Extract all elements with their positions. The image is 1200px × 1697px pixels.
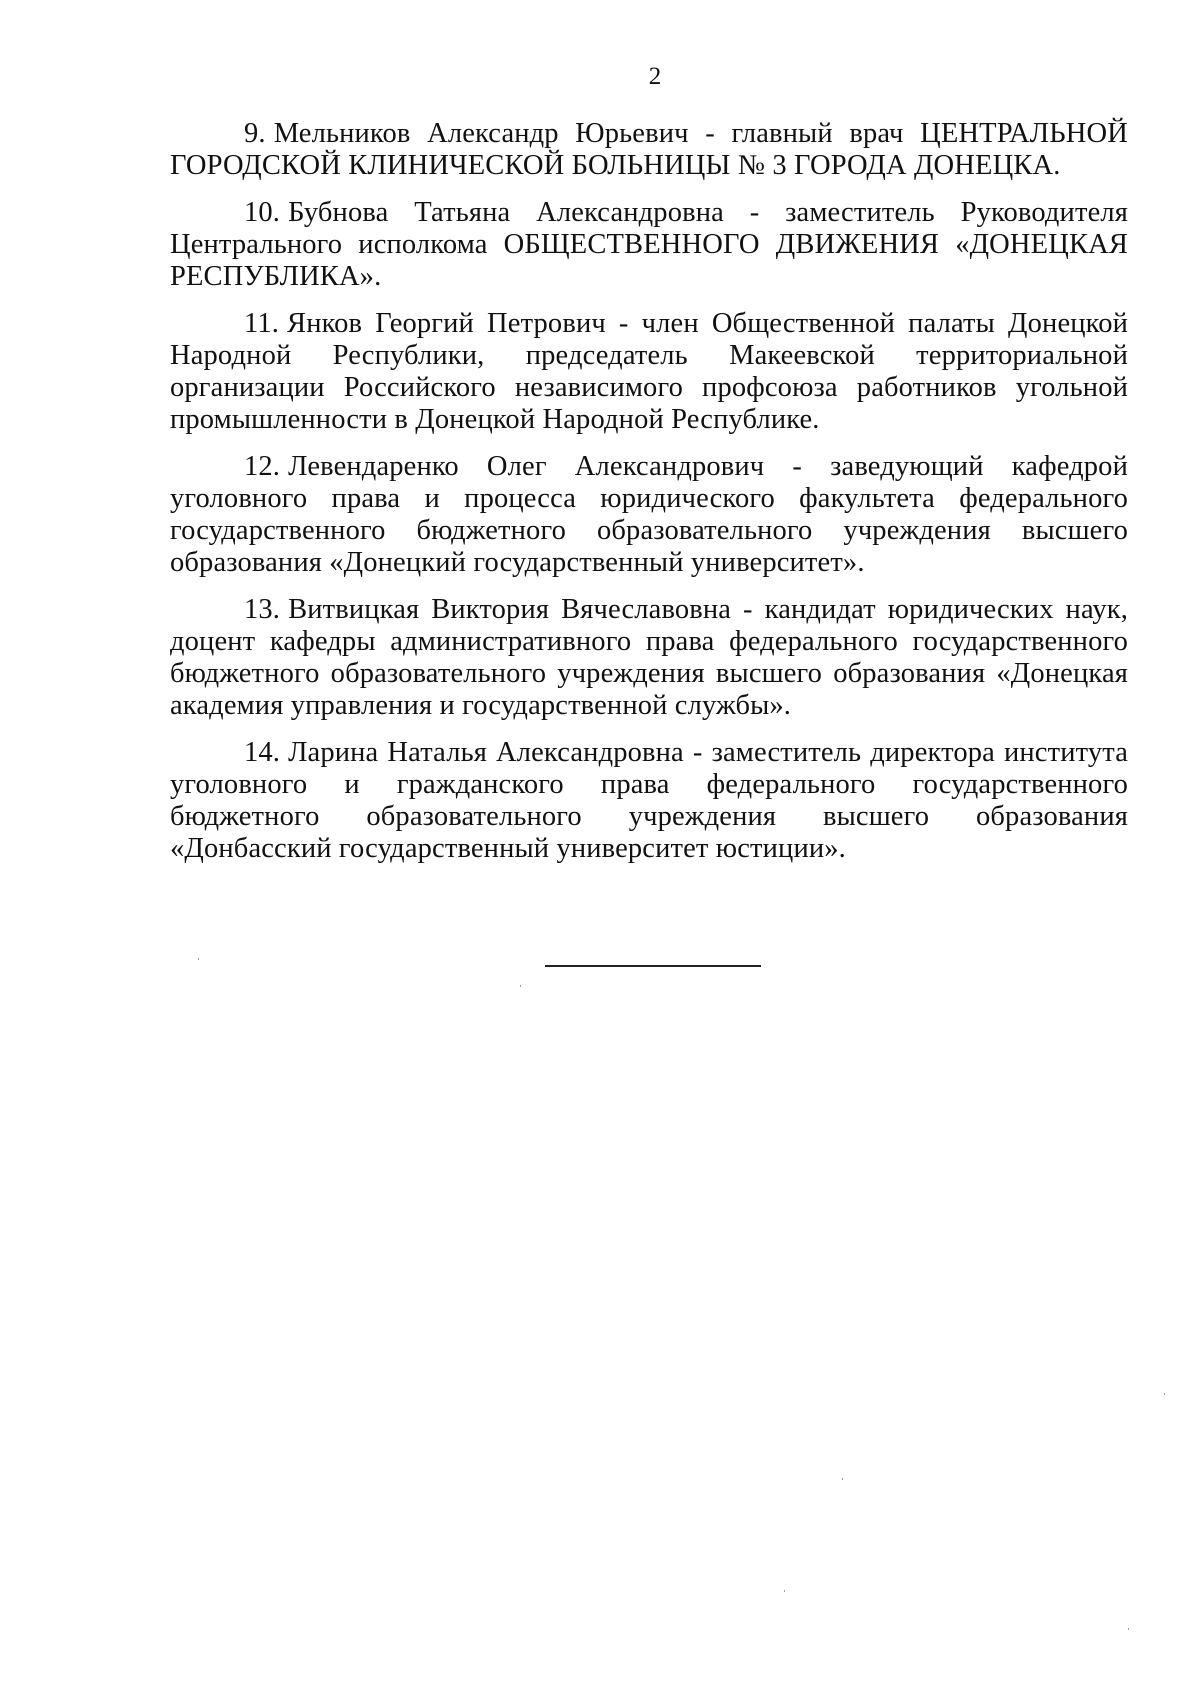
scan-speck: [520, 985, 521, 987]
scan-speck: [1164, 1393, 1165, 1395]
end-of-list-rule: [545, 965, 761, 967]
item-number: 9.: [244, 118, 266, 149]
item-text: Ларина Наталья Александровна - заместитель директора института уголовного и гражданского права федерального государственного бюджетного образовательного учреждения высшего образования «Донбасский государственный университет юстиции».: [170, 737, 1128, 864]
list-item-9: [170, 118, 1128, 182]
item-number: 13.: [244, 594, 281, 625]
scan-speck: [1128, 1628, 1129, 1630]
item-text: Левендаренко Олег Александрович - заведующий кафедрой уголовного права и процесса юридического факультета федерального государственного бюджетного образовательного учреждения высшего образования «Донецкий государственный университет».: [170, 451, 1128, 578]
page-number: 2: [648, 63, 662, 90]
item-text: Мельников Александр Юрьевич - главный врач ЦЕНТРАЛЬНОЙ ГОРОДСКОЙ КЛИНИЧЕСКОЙ БОЛЬНИЦЫ № 3 ГОРОДА ДОНЕЦКА.: [170, 118, 1128, 181]
scan-speck: [198, 958, 199, 960]
list-item-14: [170, 737, 1128, 865]
item-text: Бубнова Татьяна Александровна - заместитель Руководителя Центрального исполкома ОБЩЕСТВЕННОГО ДВИЖЕНИЯ «ДОНЕЦКАЯ РЕСПУБЛИКА».: [170, 197, 1128, 292]
scan-speck: [784, 1590, 785, 1592]
item-text: Янков Георгий Петрович - член Общественной палаты Донецкой Народной Республики, председатель Макеевской территориальной организации Российского независимого профсоюза работников угольной промышленности в Донецкой Народной Республике.: [170, 308, 1128, 435]
item-number: 14.: [244, 737, 281, 768]
item-number: 12.: [244, 451, 281, 482]
item-number: 10.: [244, 197, 281, 228]
item-number: 11.: [244, 308, 280, 339]
member-list: [170, 118, 1128, 880]
list-item-13: [170, 594, 1128, 722]
list-item-12: [170, 451, 1128, 579]
list-item-10: [170, 197, 1128, 293]
scan-speck: [842, 1478, 843, 1480]
list-item-11: [170, 308, 1128, 436]
item-text: Витвицкая Виктория Вячеславовна - кандидат юридических наук, доцент кафедры административного права федерального государственного бюджетного образовательного учреждения высшего образования «Донецкая академия управления и государственной службы».: [170, 594, 1128, 721]
